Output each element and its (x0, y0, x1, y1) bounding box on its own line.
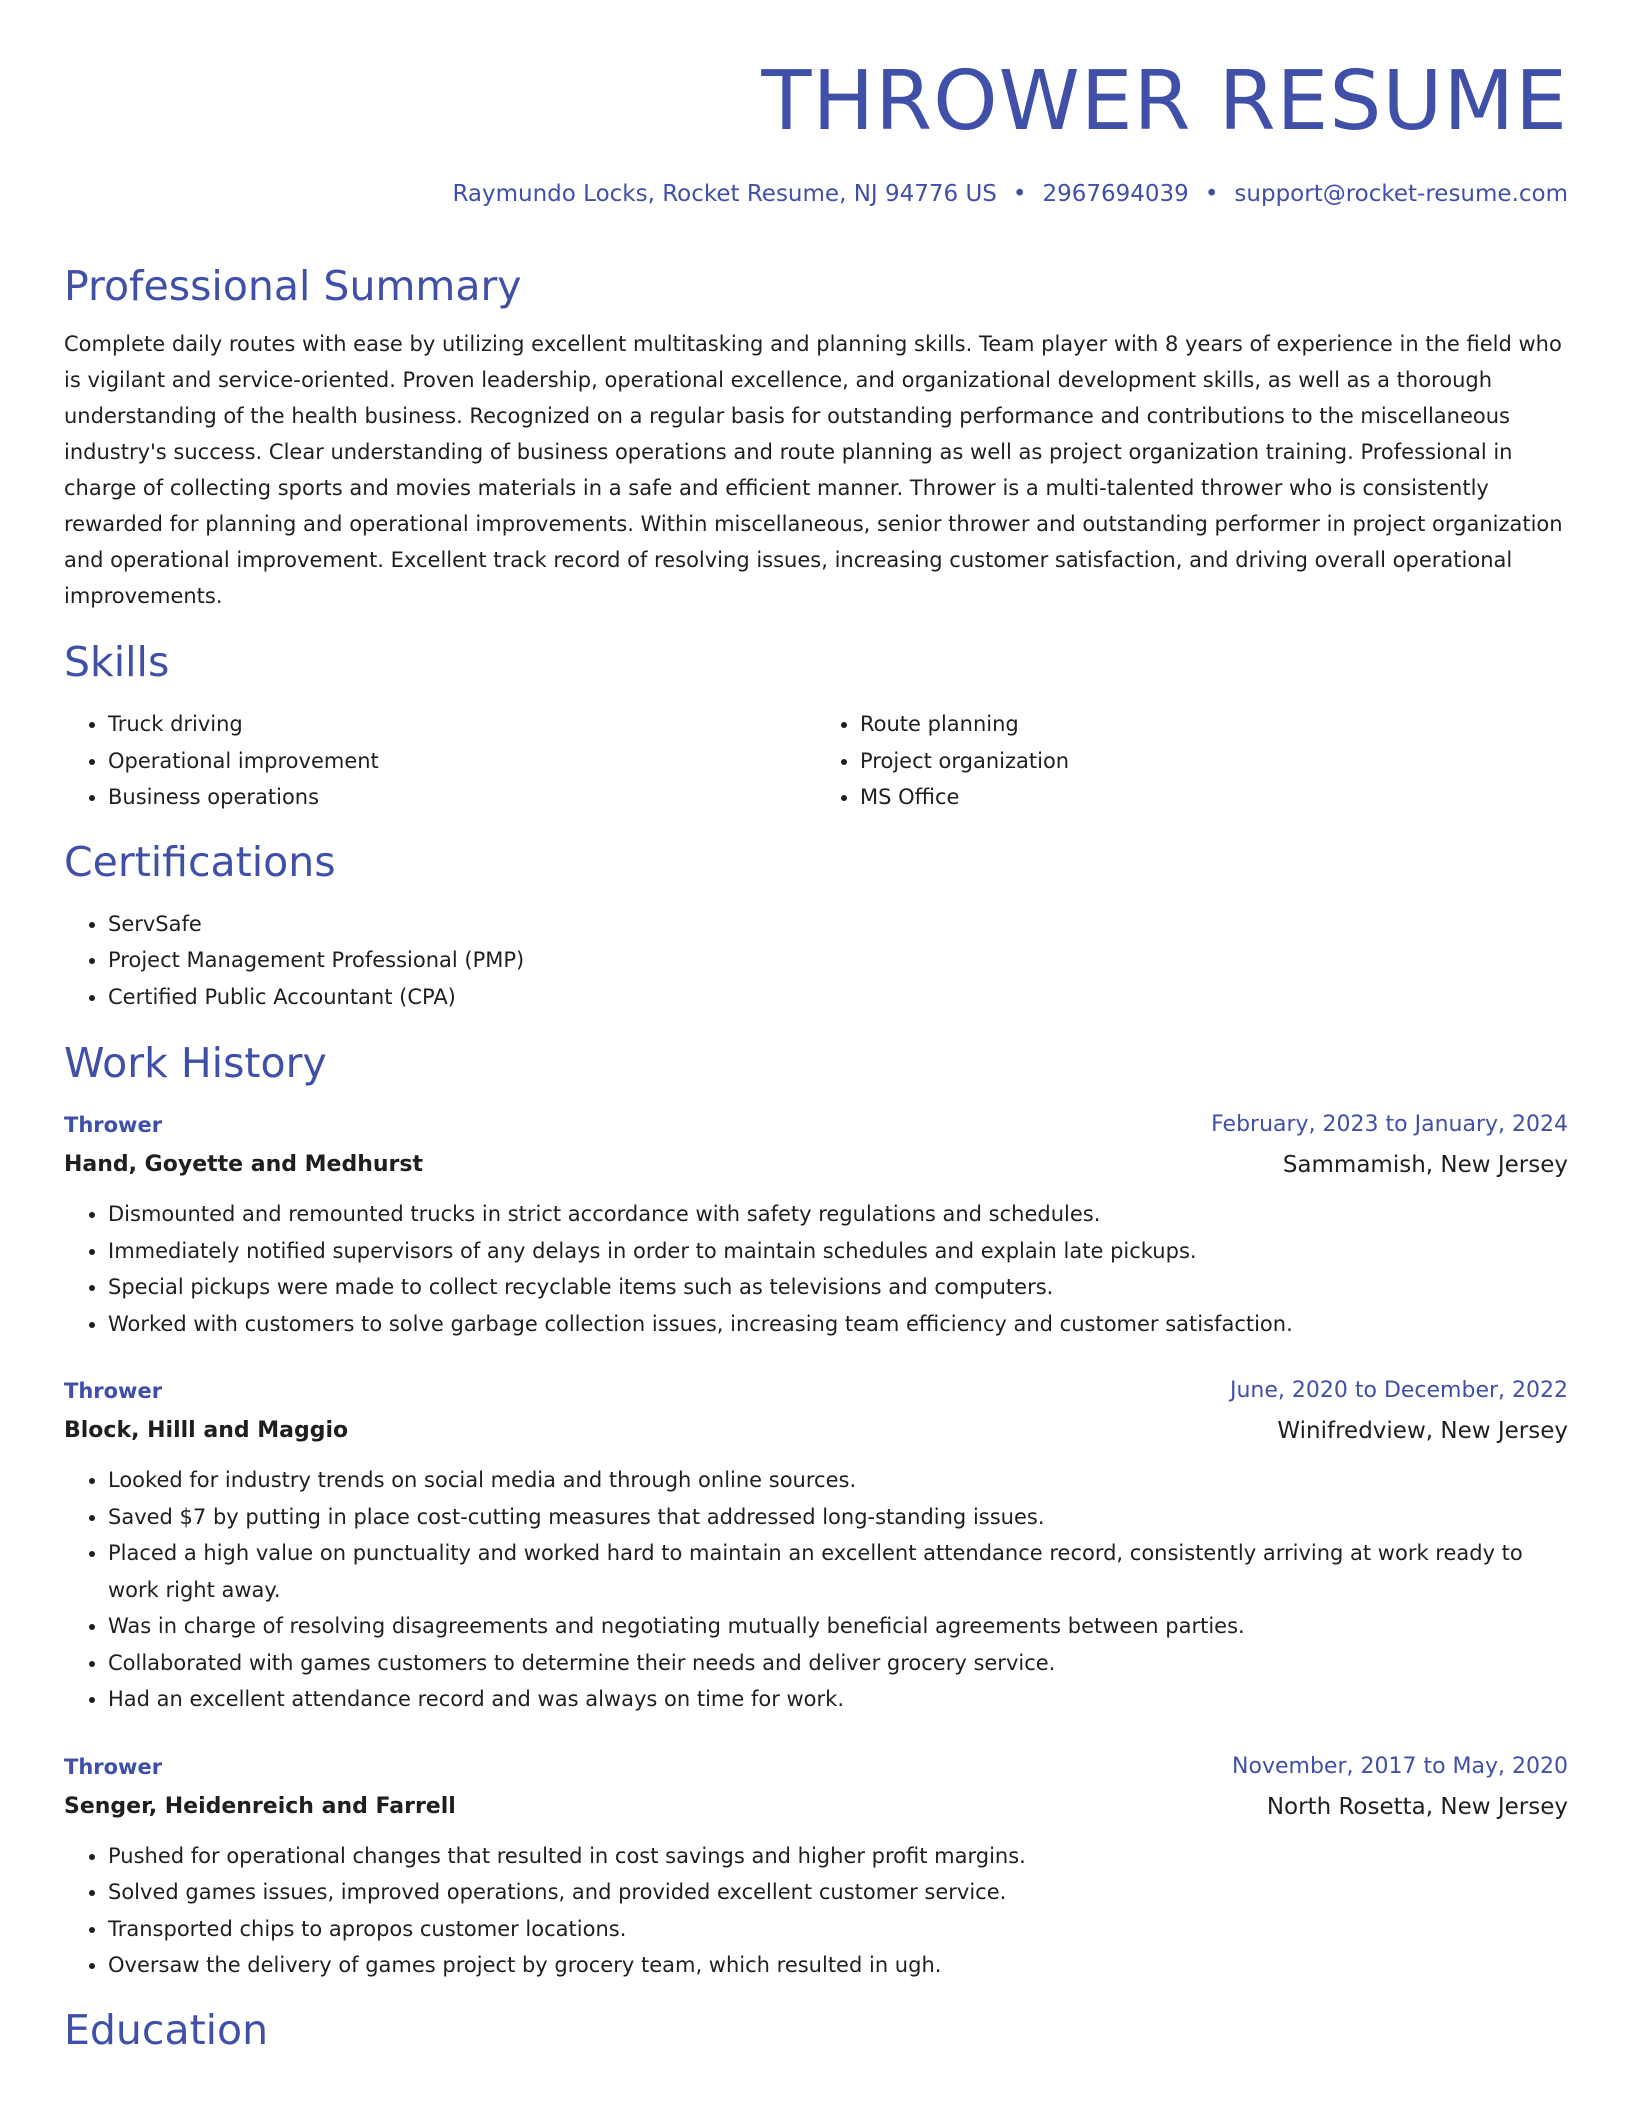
job-entry (64, 1747, 1568, 1984)
job-bullet: • Collaborated with games customers to determine their needs and deliver grocery service. (108, 1645, 1568, 1682)
job-bullet: • Pushed for operational changes that resulted in cost savings and higher profit margins. (108, 1838, 1568, 1875)
job-title: Thrower (64, 1113, 163, 1137)
job-dates: June, 2020 to December, 2022 (1229, 1378, 1568, 1403)
certification-item: • Project Management Professional (PMP) (108, 942, 1568, 979)
job-company-row (64, 1411, 1568, 1451)
job-header-row (64, 1371, 1568, 1411)
job-bullets (64, 1462, 1568, 1718)
job-company: Block, Hilll and Maggio (64, 1418, 349, 1443)
skill-item: • MS Office (860, 779, 1568, 816)
skills-grid (64, 706, 1568, 816)
job-bullet: • Dismounted and remounted trucks in strict accordance with safety regulations and schedules. (108, 1196, 1568, 1233)
resume-title: THROWER RESUME (761, 54, 1568, 149)
job-company: Hand, Goyette and Medhurst (64, 1152, 423, 1177)
skills-list-left (64, 706, 816, 816)
summary-heading: Professional Summary (64, 262, 522, 310)
job-bullet: • Oversaw the delivery of games project by grocery team, which resulted in ugh. (108, 1947, 1568, 1984)
certifications-heading: Certifications (64, 837, 336, 886)
job-company-row (64, 1145, 1568, 1185)
certifications-list (64, 906, 1568, 1016)
job-bullet: • Was in charge of resolving disagreements and negotiating mutually beneficial agreements between parties. (108, 1608, 1568, 1645)
work-history-heading: Work History (64, 1039, 327, 1087)
job-bullet: • Transported chips to apropos customer locations. (108, 1911, 1568, 1948)
skill-item: • Operational improvement (108, 743, 816, 780)
job-header-row (64, 1747, 1568, 1787)
job-bullet: • Placed a high value on punctuality and worked hard to maintain an excellent attendance record, consistently arriving at work ready to work right away. (108, 1535, 1568, 1608)
job-entry (64, 1105, 1568, 1342)
skill-item: • Truck driving (108, 706, 816, 743)
job-dates: November, 2017 to May, 2020 (1232, 1753, 1568, 1779)
job-bullet: • Looked for industry trends on social media and through online sources. (108, 1462, 1568, 1499)
job-company: Senger, Heidenreich and Farrell (64, 1793, 456, 1819)
certification-item: • Certified Public Accountant (CPA) (108, 979, 1568, 1016)
skills-list-right (816, 706, 1568, 816)
job-bullet: • Worked with customers to solve garbage collection issues, increasing team efficiency and customer satisfaction. (108, 1306, 1568, 1343)
skill-item: • Route planning (860, 706, 1568, 743)
job-bullet: • Immediately notified supervisors of any delays in order to maintain schedules and explain late pickups. (108, 1233, 1568, 1270)
contact-address: Raymundo Locks, Rocket Resume, NJ 94776 US (452, 181, 997, 207)
job-bullets (64, 1838, 1568, 1984)
job-bullet: • Saved $7 by putting in place cost-cutting measures that addressed long-standing issues. (108, 1499, 1568, 1536)
job-header-row (64, 1105, 1568, 1145)
job-bullet: • Solved games issues, improved operations, and provided excellent customer service. (108, 1874, 1568, 1911)
job-location: Sammamish, New Jersey (1282, 1152, 1568, 1178)
job-entry (64, 1371, 1568, 1718)
job-company-row (64, 1787, 1568, 1827)
skill-item: • Business operations (108, 779, 816, 816)
job-location: North Rosetta, New Jersey (1266, 1793, 1568, 1820)
certification-item: • ServSafe (108, 906, 1568, 943)
job-dates: February, 2023 to January, 2024 (1211, 1112, 1568, 1137)
contact-email[interactable]: support@rocket-resume.com (1234, 181, 1568, 207)
education-heading: Education (64, 2005, 269, 2054)
separator-dot: • (1204, 181, 1219, 207)
job-bullet: • Had an excellent attendance record and was always on time for work. (108, 1681, 1568, 1718)
job-title: Thrower (64, 1379, 163, 1403)
summary-text: Complete daily routes with ease by utilizing excellent multitasking and planning skills. Team player with 8 years of experience in the field who is vigilant and service-oriented. Proven leadership, operational excellence, and organizational development skills, as well as a thorough understanding of the health business. Recognized on a regular basis for outstanding performance and contributions to the miscellaneous industry's success. Clear understanding of business operations and route planning as well as project organization training. Professional in charge of collecting sports and movies materials in a safe and efficient manner. Thrower is a multi-talented thrower who is consistently rewarded for planning and operational improvements. Within miscellaneous, senior thrower and outstanding performer in project organization and operational improvement. Excellent track record of resolving issues, increasing customer satisfaction, and driving overall operational improvements. (64, 332, 1563, 608)
contact-phone: 2967694039 (1042, 181, 1189, 207)
skills-heading: Skills (64, 638, 170, 686)
job-bullet: • Special pickups were made to collect recyclable items such as televisions and computers. (108, 1269, 1568, 1306)
job-bullets (64, 1196, 1568, 1342)
job-title: Thrower (64, 1754, 163, 1779)
skill-item: • Project organization (860, 743, 1568, 780)
separator-dot: • (1012, 181, 1027, 207)
job-location: Winifredview, New Jersey (1277, 1418, 1568, 1444)
contact-line (64, 176, 1568, 212)
